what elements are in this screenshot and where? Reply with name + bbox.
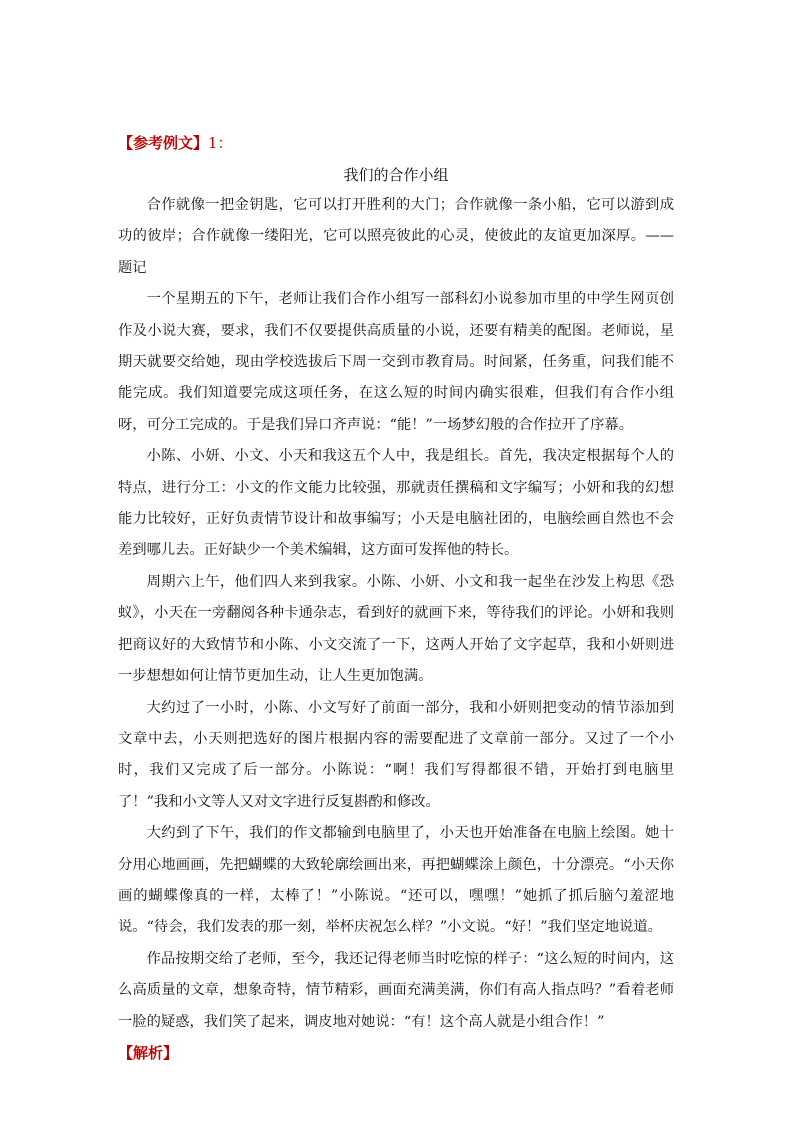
essay-title: 我们的合作小组 — [343, 166, 449, 184]
essay-paragraph-6: 作品按期交给了老师，至今，我还记得老师当时吃惊的样子：“这么短的时间内，这么高质量的文章，想象奇特，情节精彩，画面充满美满，你们有高人指点吗？”看着老师一脸的疑惑，我们笑了起来，调皮地对她说：“有！这个高人就是小组合作！” — [118, 950, 674, 1030]
reference-essay-label: 【参考例文】 — [118, 134, 209, 152]
essay-paragraph-2: 小陈、小妍、小文、小天和我这五个人中，我是组长。首先，我决定根据每个人的特点，进行分工：小文的作文能力比较强，那就责任撰稿和文字编写；小妍和我的幻想能力比较好，正好负责情节设计和故事编写；小天是电脑社团的，电脑绘画自然也不会差到哪儿去。正好缺少一个美术编辑，这方面可发挥他的特长。 — [118, 448, 674, 559]
document-page — [118, 130, 674, 1066]
essay-paragraph-4: 大约过了一小时，小陈、小文写好了前面一部分，我和小妍则把变动的情节添加到文章中去，小天则把选好的图片根据内容的需要配进了文章前一部分。又过了一个小时，我们又完成了后一部分。小陈说：“啊！我们写得都很不错，开始打到电脑里了！”我和小文等人又对文字进行反复斟酌和修改。 — [118, 699, 674, 810]
essay-paragraph-epigraph: 合作就像一把金钥匙，它可以打开胜利的大门；合作就像一条小船，它可以游到成功的彼岸；合作就像一缕阳光，它可以照亮彼此的心灵，使彼此的友谊更加深厚。——题记 — [118, 197, 674, 276]
reference-essay-heading — [118, 130, 674, 156]
essay-paragraph-5: 大约到了下午，我们的作文都输到电脑里了，小天也开始准备在电脑上绘图。她十分用心地画画，先把蝴蝶的大致轮廓绘画出来，再把蝴蝶涂上颜色，十分漂亮。“小天你画的蝴蝶像真的一样，太棒了！”小陈说。“还可以，嘿嘿！”她抓了抓后脑勺羞涩地说。“待会，我们发表的那一刻，举杯庆祝怎么样？”小文说。“好！”我们坚定地说道。 — [118, 825, 674, 936]
reference-essay-number: 1： — [208, 134, 233, 152]
essay-paragraph-3: 周期六上午，他们四人来到我家。小陈、小妍、小文和我一起坐在沙发上构思《恐蚁》，小天在一旁翻阅各种卡通杂志，看到好的就画下来，等待我们的评论。小妍和我则把商议好的大致情节和小陈、小文交流了一下，这两人开始了文字起草，我和小妍则进一步想想如何让情节更加生动，让人生更加饱满。 — [118, 573, 674, 685]
essay-paragraph-1: 一个星期五的下午，老师让我们合作小组写一部科幻小说参加市里的中学生网页创作及小说大赛，要求，我们不仅要提供高质量的小说，还要有精美的配图。老师说，星期天就要交给她，现由学校选拔后下周一交到市教育局。时间紧，任务重，问我们能不能完成。我们知道要完成这项任务，在这么短的时间内确实很难，但我们有合作小组呀，可分工完成的。于是我们异口齐声说：“能！”一场梦幻般的合作拉开了序幕。 — [118, 291, 674, 433]
analysis-heading — [118, 1040, 674, 1066]
analysis-label: 【解析】 — [118, 1043, 179, 1062]
